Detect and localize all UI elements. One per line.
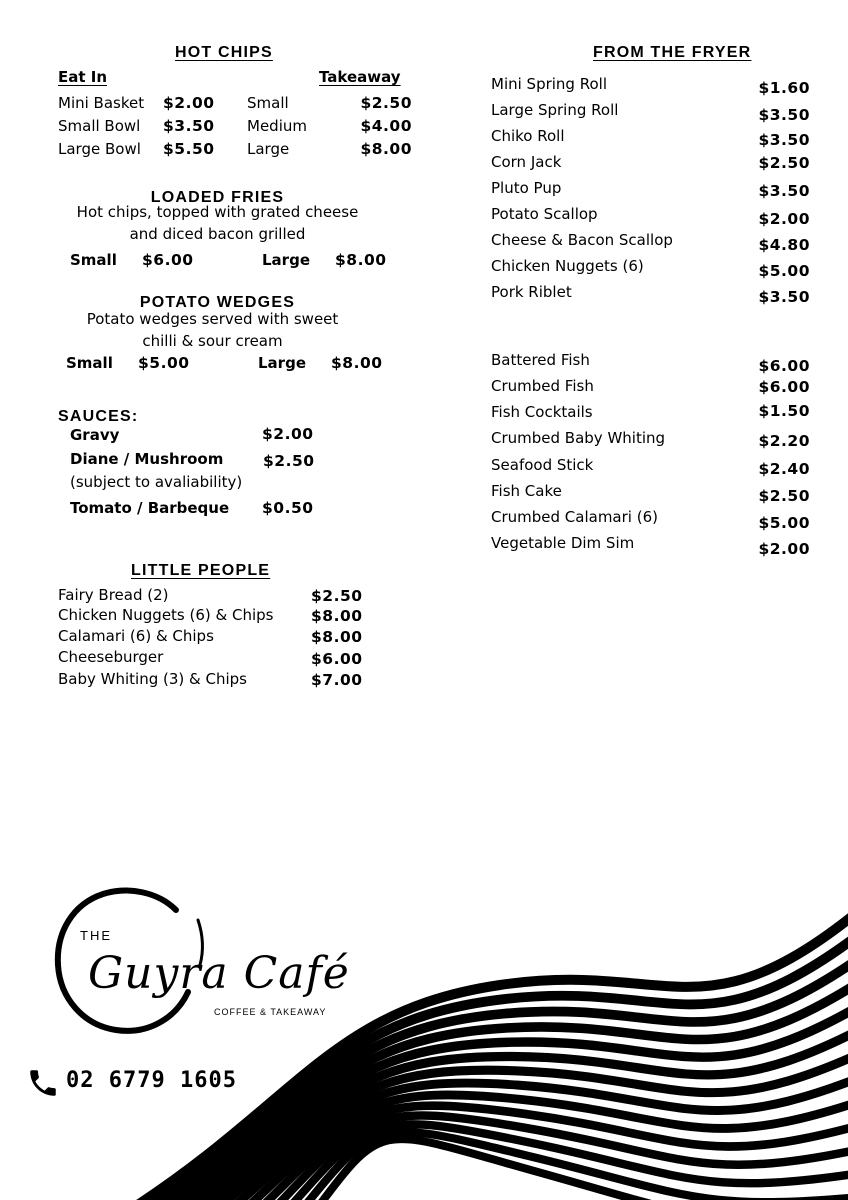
hot-chips-eat-in-price: $3.50: [163, 117, 215, 135]
little-people-item-price: $8.00: [311, 628, 363, 646]
fryer-item-price: $5.00: [758, 514, 810, 532]
hot-chips-takeaway-name: Large: [247, 140, 290, 158]
sauce-name: Tomato / Barbeque: [70, 499, 230, 517]
hot-chips-takeaway-name: Small: [247, 94, 289, 112]
sauce-name: Gravy: [70, 426, 120, 444]
fryer-item-name: Crumbed Baby Whiting: [491, 429, 666, 447]
logo-tagline: COFFEE & TAKEAWAY: [214, 1007, 327, 1017]
sauce-price: $2.00: [262, 425, 314, 443]
little-people-item-price: $8.00: [311, 607, 363, 625]
fryer-item-name: Pork Riblet: [491, 283, 572, 301]
phone-icon: [26, 1064, 60, 1102]
fryer-item-name: Seafood Stick: [491, 456, 594, 474]
fryer-item-price: $2.00: [758, 540, 810, 558]
fryer-item-name: Corn Jack: [491, 153, 562, 171]
little-people-item-name: Fairy Bread (2): [58, 586, 169, 604]
loaded-fries-small-price: $6.00: [142, 251, 194, 269]
little-people-item-name: Baby Whiting (3) & Chips: [58, 670, 247, 688]
hot-chips-takeaway-name: Medium: [247, 117, 307, 135]
sauce-note: (subject to avaliability): [70, 473, 243, 491]
fryer-item-name: Chiko Roll: [491, 127, 565, 145]
potato-wedges-description: chilli & sour cream: [142, 332, 283, 350]
little-people-item-price: $7.00: [311, 671, 363, 689]
sauce-price: $0.50: [262, 499, 314, 517]
eat-in-label: Eat In: [58, 68, 108, 86]
fryer-item-price: $2.50: [758, 154, 810, 172]
loaded-fries-small-label: Small: [70, 251, 117, 269]
fryer-item-name: Fish Cocktails: [491, 403, 593, 421]
fryer-item-price: $3.50: [758, 288, 810, 306]
loaded-fries-large-label: Large: [262, 251, 310, 269]
hot-chips-title: HOT CHIPS: [175, 44, 273, 61]
hot-chips-eat-in-name: Small Bowl: [58, 117, 141, 135]
fryer-item-price: $2.50: [758, 487, 810, 505]
sauce-name: Diane / Mushroom: [70, 450, 224, 468]
fryer-item-name: Crumbed Fish: [491, 377, 594, 395]
fryer-item-name: Cheese & Bacon Scallop: [491, 231, 673, 249]
fryer-item-price: $5.00: [758, 262, 810, 280]
little-people-item-price: $6.00: [311, 650, 363, 668]
fryer-item-price: $6.00: [758, 357, 810, 375]
little-people-title: LITTLE PEOPLE: [131, 562, 271, 579]
potato-wedges-title: POTATO WEDGES: [139, 294, 296, 311]
fryer-item-price: $3.50: [758, 131, 810, 149]
potato-wedges-large-price: $8.00: [331, 354, 383, 372]
fryer-item-name: Large Spring Roll: [491, 101, 619, 119]
fryer-item-price: $6.00: [758, 378, 810, 396]
fryer-item-name: Battered Fish: [491, 351, 590, 369]
loaded-fries-title: LOADED FRIES: [150, 189, 285, 206]
phone-number: 02 6779 1605: [66, 1068, 237, 1093]
fryer-item-name: Potato Scallop: [491, 205, 598, 223]
fryer-item-name: Mini Spring Roll: [491, 75, 607, 93]
potato-wedges-small-price: $5.00: [138, 354, 190, 372]
fryer-item-name: Vegetable Dim Sim: [491, 534, 635, 552]
sauce-price: $2.50: [263, 452, 315, 470]
little-people-item-name: Calamari (6) & Chips: [58, 627, 214, 645]
potato-wedges-small-label: Small: [66, 354, 113, 372]
fryer-item-price: $2.00: [758, 210, 810, 228]
hot-chips-takeaway-price: $2.50: [360, 94, 412, 112]
fryer-item-price: $2.40: [758, 460, 810, 478]
loaded-fries-description: Hot chips, topped with grated cheese: [76, 203, 359, 221]
fryer-item-price: $1.50: [758, 402, 810, 420]
potato-wedges-description: Potato wedges served with sweet: [86, 310, 339, 328]
loaded-fries-large-price: $8.00: [335, 251, 387, 269]
sauces-title: SAUCES:: [58, 408, 139, 425]
little-people-item-price: $2.50: [311, 587, 363, 605]
potato-wedges-large-label: Large: [258, 354, 306, 372]
hot-chips-eat-in-price: $5.50: [163, 140, 215, 158]
from-the-fryer-title: FROM THE FRYER: [593, 44, 752, 61]
loaded-fries-description: and diced bacon grilled: [129, 225, 306, 243]
hot-chips-takeaway-price: $8.00: [360, 140, 412, 158]
fryer-item-price: $3.50: [758, 106, 810, 124]
fryer-item-name: Crumbed Calamari (6): [491, 508, 658, 526]
hot-chips-eat-in-name: Mini Basket: [58, 94, 145, 112]
fryer-item-name: Pluto Pup: [491, 179, 562, 197]
little-people-item-name: Cheeseburger: [58, 648, 164, 666]
fryer-item-name: Chicken Nuggets (6): [491, 257, 644, 275]
fryer-item-price: $1.60: [758, 79, 810, 97]
fryer-item-price: $2.20: [758, 432, 810, 450]
takeaway-label: Takeaway: [319, 68, 401, 86]
fryer-item-name: Fish Cake: [491, 482, 562, 500]
hot-chips-takeaway-price: $4.00: [360, 117, 412, 135]
little-people-item-name: Chicken Nuggets (6) & Chips: [58, 606, 274, 624]
hot-chips-eat-in-name: Large Bowl: [58, 140, 141, 158]
hot-chips-eat-in-price: $2.00: [163, 94, 215, 112]
logo-the: THE: [80, 928, 112, 943]
fryer-item-price: $3.50: [758, 182, 810, 200]
logo-name: Guyra Café: [88, 948, 350, 999]
fryer-item-price: $4.80: [758, 236, 810, 254]
